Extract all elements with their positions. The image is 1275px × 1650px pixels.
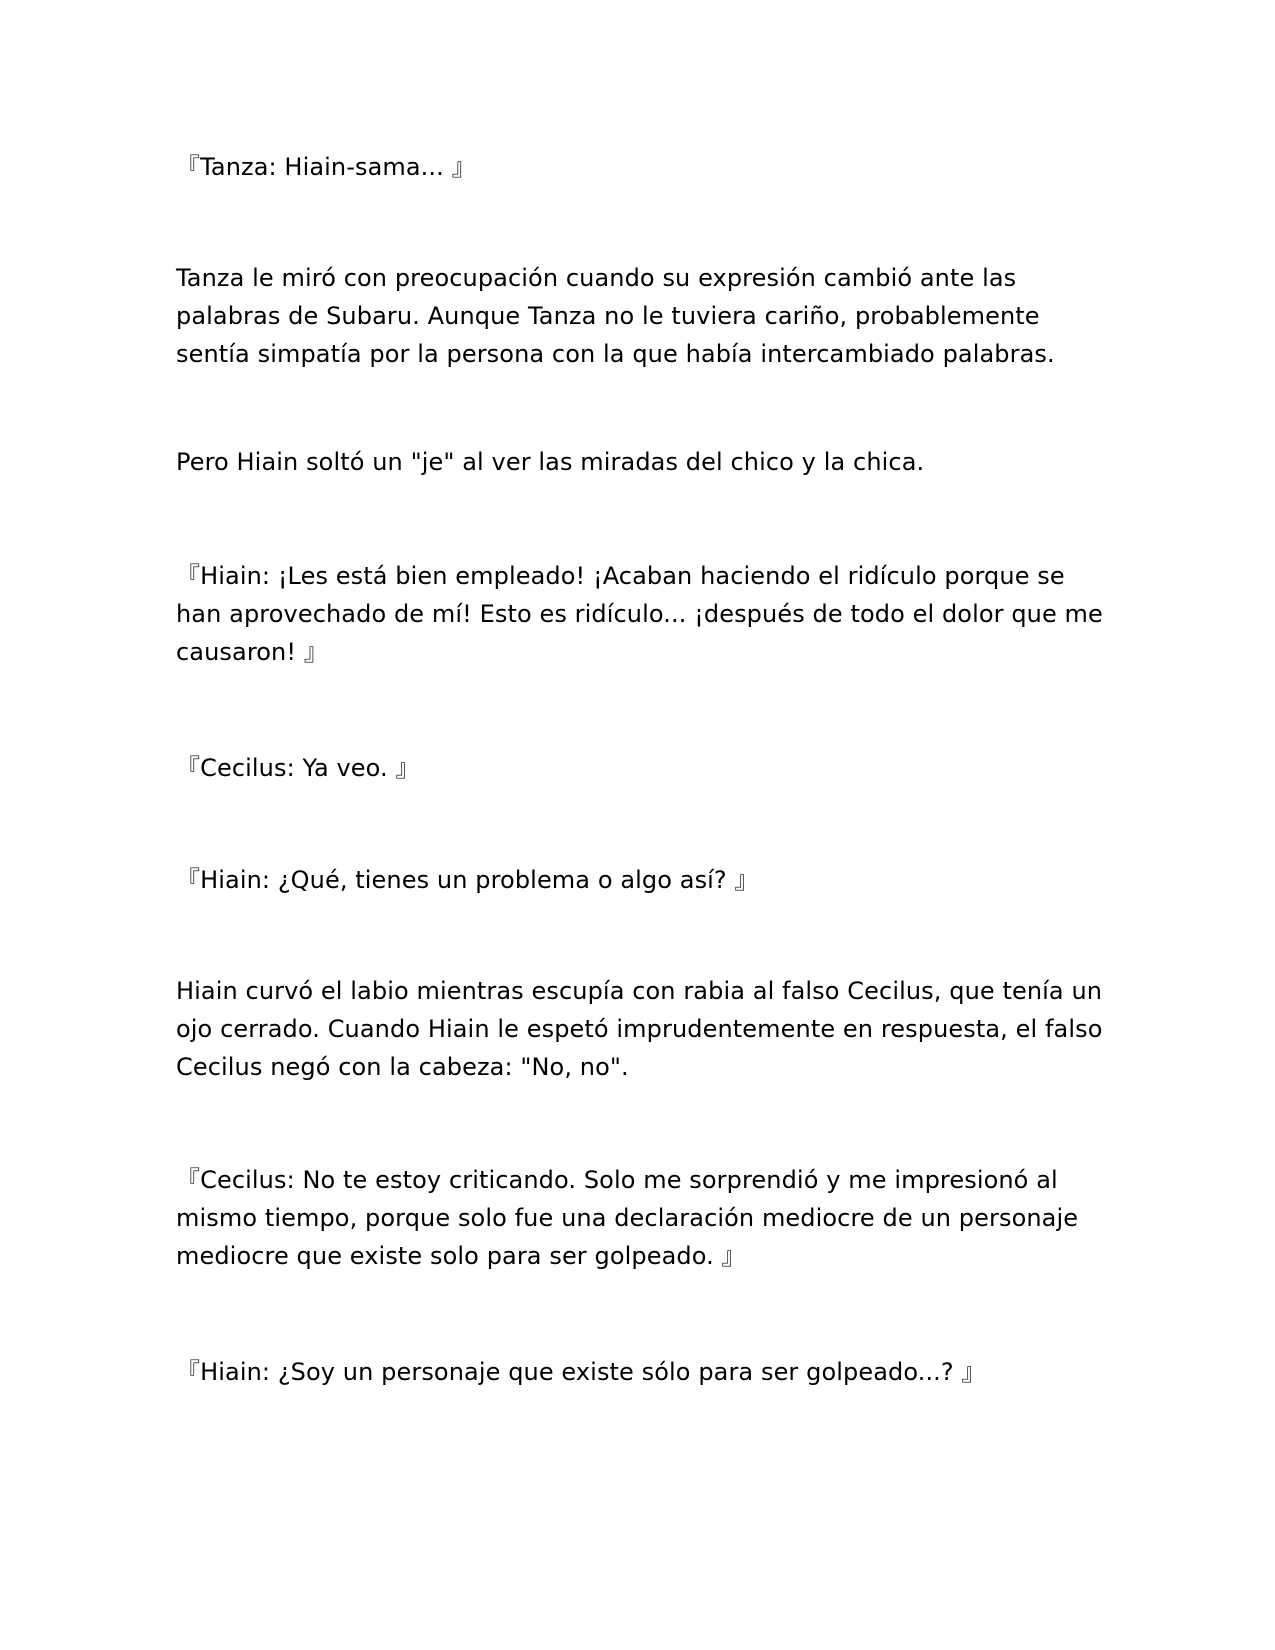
- narration-hiain-je: Pero Hiain soltó un "je" al ver las miradas del chico y la chica.: [176, 448, 925, 476]
- dialogue-cecilus-criticando: 『Cecilus: No te estoy criticando. Solo me sorprendió y me impresionó al mismo tiempo, porque solo fue una declaración mediocre de un personaje mediocre que existe solo para ser golpeado. 』: [176, 1166, 1079, 1270]
- dialogue-cecilus-ya-veo: 『Cecilus: Ya veo. 』: [176, 754, 420, 782]
- narration-tanza-worried: Tanza le miró con preocupación cuando su expresión cambió ante las palabras de Subaru. Aunque Tanza no le tuviera cariño, probablemente sentía simpatía por la persona con la que había intercambiado palabras.: [176, 264, 1055, 368]
- dialogue-hiain-problema: 『Hiain: ¿Qué, tienes un problema o algo así? 』: [176, 866, 759, 894]
- dialogue-hiain-ridiculo: 『Hiain: ¡Les está bien empleado! ¡Acaban haciendo el ridículo porque se han aprovechado de mí! Esto es ridículo... ¡después de todo el dolor que me causaron! 』: [176, 562, 1103, 666]
- dialogue-hiain-golpeado: 『Hiain: ¿Soy un personaje que existe sólo para ser golpeado...? 』: [176, 1358, 986, 1386]
- dialogue-tanza-hiain-sama: 『Tanza: Hiain-sama... 』: [176, 153, 476, 181]
- narration-hiain-curvo-labio: Hiain curvó el labio mientras escupía con rabia al falso Cecilus, que tenía un ojo cerrado. Cuando Hiain le espetó imprudentemente en respuesta, el falso Cecilus negó con la cabeza: "No, no".: [176, 977, 1103, 1081]
